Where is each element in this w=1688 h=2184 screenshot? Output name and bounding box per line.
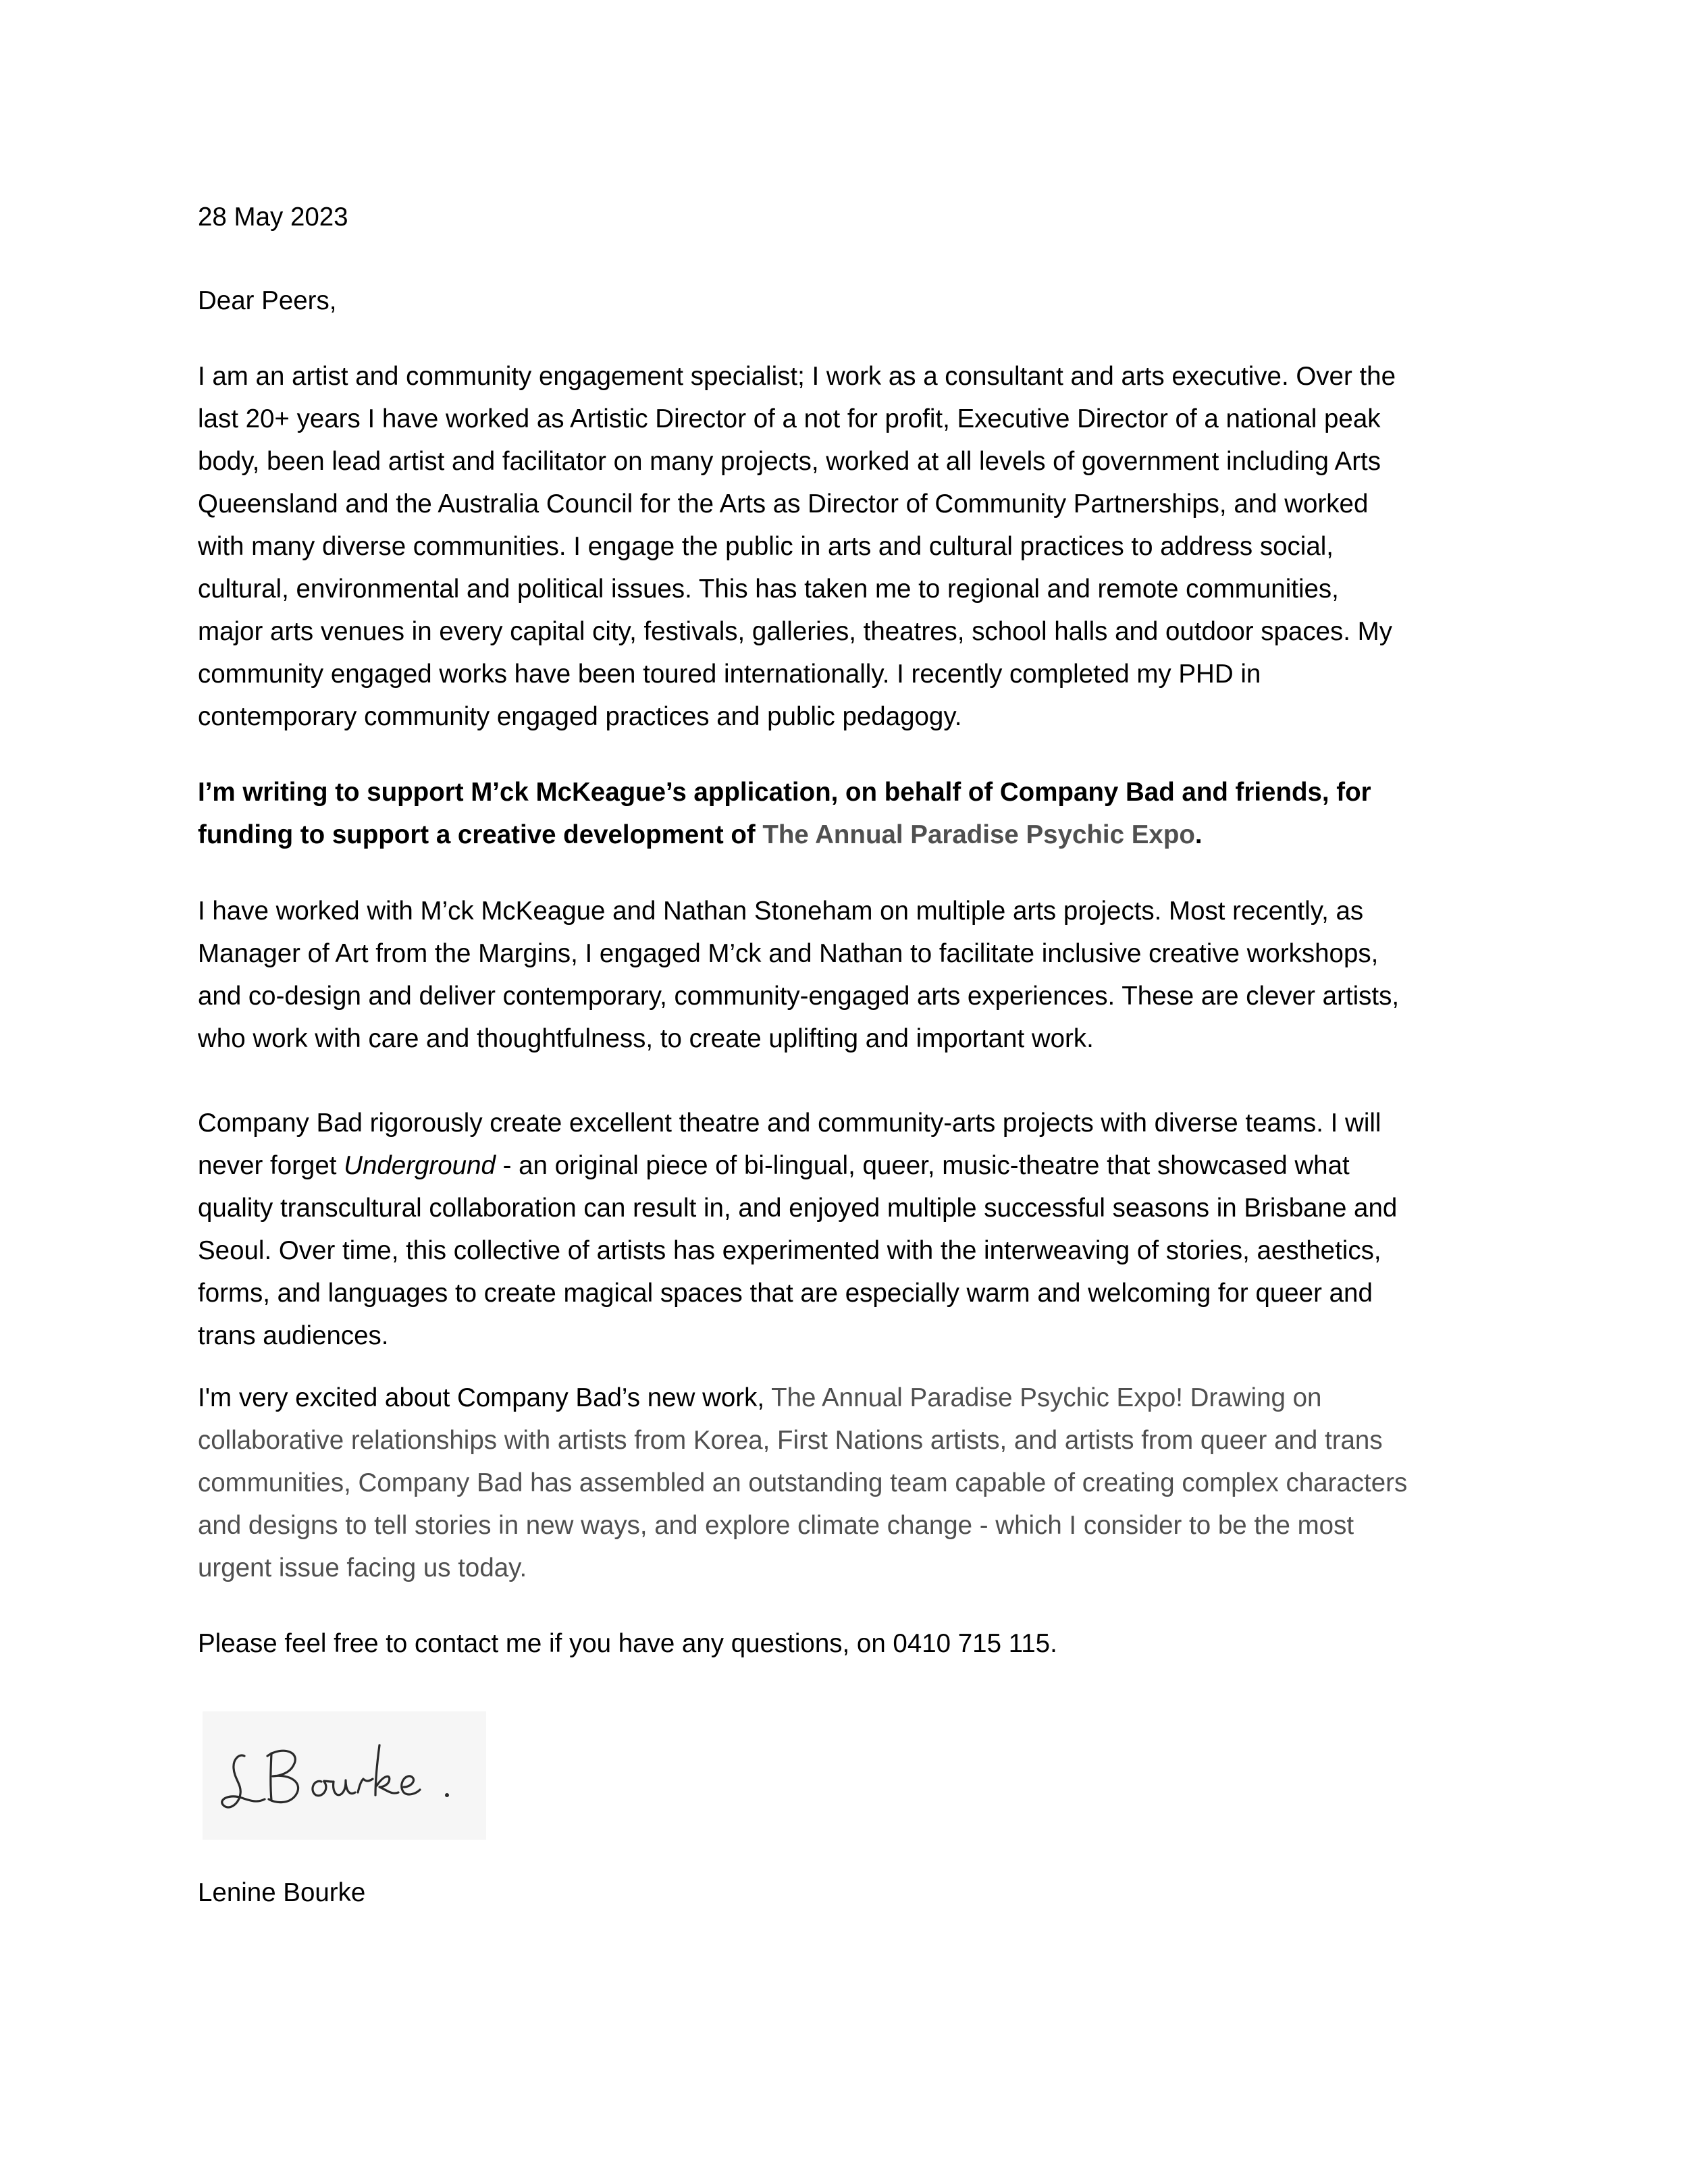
paragraph-company-bad <box>198 1102 1504 1357</box>
relationship-line: and co-design and deliver contemporary, community-engaged arts experiences. These are clever artists, <box>198 982 1400 1011</box>
new-work-text: I'm very excited about Company Bad’s new work, <box>198 1383 772 1412</box>
contact-line: Please feel free to contact me if you have any questions, on 0410 715 115. <box>198 1629 1057 1658</box>
intro-line: contemporary community engaged practices and public pedagogy. <box>198 702 962 731</box>
intro-line: body, been lead artist and facilitator on many projects, worked at all levels of government including Arts <box>198 447 1381 476</box>
new-work-title: The Annual Paradise Psychic Expo! Drawing on <box>771 1383 1322 1412</box>
signature-image <box>203 1711 486 1840</box>
work-title-underground: Underground <box>344 1151 496 1180</box>
intro-line: cultural, environmental and political issues. This has taken me to regional and remote communities, <box>198 575 1339 604</box>
intro-line: Queensland and the Australia Council for the Arts as Director of Community Partnerships, and worked <box>198 489 1369 518</box>
company-line: quality transcultural collaboration can result in, and enjoyed multiple successful seasons in Brisbane and <box>198 1194 1398 1223</box>
intro-line: I am an artist and community engagement specialist; I work as a consultant and arts executive. Over the <box>198 362 1396 391</box>
company-line: trans audiences. <box>198 1321 389 1350</box>
signatory-name: Lenine Bourke <box>198 1878 366 1907</box>
new-work-line: communities, Company Bad has assembled an outstanding team capable of creating complex characters <box>198 1468 1408 1497</box>
intro-line: with many diverse communities. I engage the public in arts and cultural practices to address social, <box>198 532 1334 561</box>
company-text: never forget <box>198 1151 344 1180</box>
support-end: . <box>1194 820 1203 849</box>
support-line <box>198 814 1504 856</box>
new-work-line: urgent issue facing us today. <box>198 1553 527 1582</box>
support-line: I’m writing to support M’ck McKeague’s application, on behalf of Company Bad and friends, for <box>198 778 1371 807</box>
paragraph-support-statement <box>198 771 1504 856</box>
letter-date: 28 May 2023 <box>198 203 348 232</box>
signature-handwriting <box>203 1711 486 1840</box>
relationship-line: who work with care and thoughtfulness, to create uplifting and important work. <box>198 1024 1094 1053</box>
company-line: Seoul. Over time, this collective of artists has experimented with the interweaving of stories, aesthetics, <box>198 1236 1381 1265</box>
company-line: forms, and languages to create magical spaces that are especially warm and welcoming for queer and <box>198 1279 1373 1308</box>
intro-line: community engaged works have been toured internationally. I recently completed my PHD in <box>198 660 1261 689</box>
intro-line: major arts venues in every capital city, festivals, galleries, theatres, school halls and outdoor spaces. My <box>198 617 1392 646</box>
paragraph-new-work <box>198 1377 1504 1589</box>
company-line <box>198 1144 1504 1187</box>
company-line: Company Bad rigorously create excellent theatre and community-arts projects with diverse teams. I will <box>198 1109 1381 1138</box>
relationship-line: Manager of Art from the Margins, I engaged M’ck and Nathan to facilitate inclusive creative workshops, <box>198 939 1379 968</box>
new-work-line <box>198 1377 1504 1419</box>
new-work-line: collaborative relationships with artists from Korea, First Nations artists, and artists from queer and trans <box>198 1426 1383 1455</box>
paragraph-introduction <box>198 355 1504 738</box>
salutation: Dear Peers, <box>198 286 337 315</box>
support-text: funding to support a creative development of <box>198 820 763 849</box>
company-text: - an original piece of bi-lingual, queer, music-theatre that showcased what <box>495 1151 1350 1180</box>
relationship-line: I have worked with M’ck McKeague and Nathan Stoneham on multiple arts projects. Most recently, as <box>198 897 1364 926</box>
paragraph-working-relationship <box>198 890 1504 1060</box>
intro-line: last 20+ years I have worked as Artistic Director of a not for profit, Executive Director of a national peak <box>198 404 1381 433</box>
new-work-line: and designs to tell stories in new ways, and explore climate change - which I consider to be the most <box>198 1511 1354 1540</box>
project-title: The Annual Paradise Psychic Expo <box>762 820 1195 849</box>
